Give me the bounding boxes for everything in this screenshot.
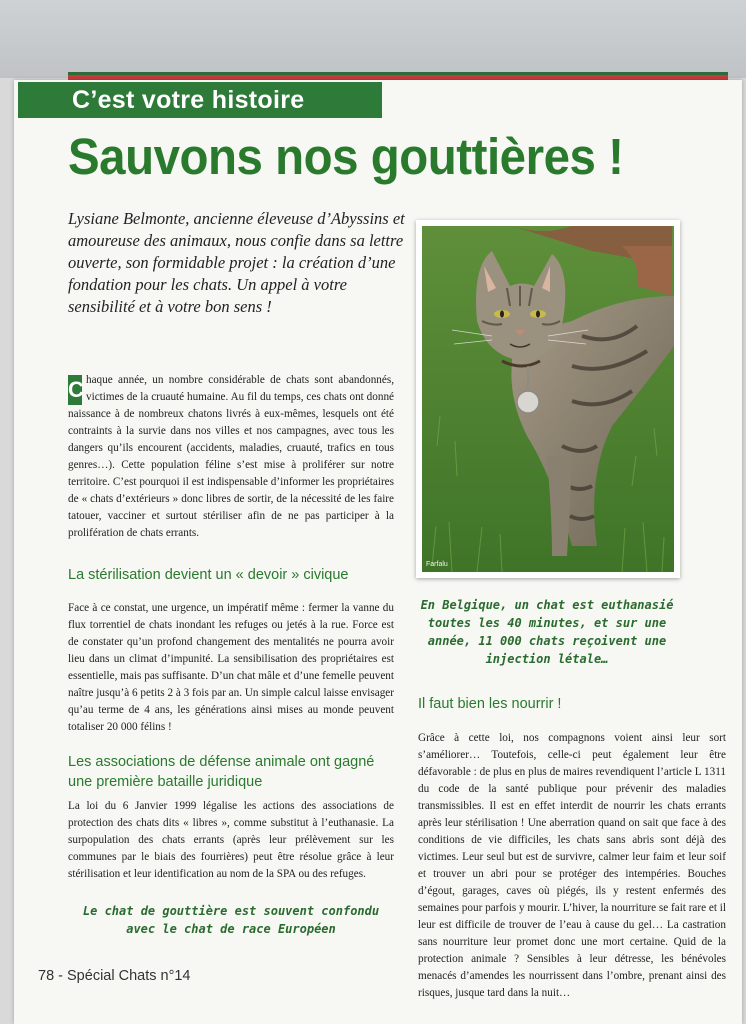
photo-credit: Farfalu — [426, 561, 448, 568]
cat-photo-image — [422, 226, 674, 572]
section-kicker: C’est votre histoire — [18, 82, 382, 118]
drop-cap: C — [68, 375, 82, 405]
magazine-page — [14, 80, 742, 1024]
paragraph-1 — [68, 372, 394, 542]
caption-belgique: En Belgique, un chat est euthanasié toutes les 40 minutes, et sur une année, 11 000 chats reçoivent une injection létale… — [420, 598, 674, 666]
paragraph-3: La loi du 6 Janvier 1999 légalise les actions des associations de protection des chats dits « libres », comme substitut à l’euthanasie. La surpopulation des chats errants (après leur prélèvement sur les communes par le biais des fourrières) peut être résolue grâce à leur stérilisation et leur identification au nom de la SPA ou des refuges. — [68, 800, 394, 880]
article-title: Sauvons nos gouttières ! — [68, 128, 624, 185]
article-intro: Lysiane Belmonte, ancienne éleveuse d’Abyssins et amoureuse des animaux, nous confie dans sa lettre ouverte, son formidable projet : la création d’une fondation pour les chats. Un appel à votre sensibilité et à votre bon sens ! — [68, 209, 405, 316]
subhead-nourrir: Il faut bien les nourrir ! — [418, 696, 562, 712]
paragraph-4: Grâce à cette loi, nos compagnons voient ainsi leur sort s’améliorer… Toutefois, celle-ci peut également leur être défavorable : de plus en plus de maires revendiquent l’article L 1311 du code de la santé publique pour prévenir des maladies transmissibles. Il est en effet interdit de nourrir les chats errants après leur stérilisation ! Une aberration quand on sait que face à des conditions de vie difficiles, les chats sans abris sont déjà des victimes. Leur seul but est de survivre, calmer leur faim et leur soif et trouver un abri pour se protéger des intempéries. Bouches d’égout, garages, caves où piégés, ils y restent enfermés des semaines pour parfois y mourir. L’hiver, la nourriture se fait rare et il leur est difficile de trouver de l’eau à cause du gel… La castration sans nourriture leur promet donc une mort certaine. Quid de la protection animale ? Sensibles à leur détresse, les bénévoles menacés d’amendes les nourrissent dans l’ombre, prenant ainsi des risques, jusque tard dans la nuit… — [418, 732, 726, 999]
paragraph-1-text: haque année, un nombre considérable de chats sont abandonnés, victimes de la cruauté humaine. Au fil du temps, ces chats ont donné naissance à de nombreux chatons livrés à eux-mêmes, lesquels ont été contraints à la survie dans nos villes et nos campagnes, avec tous les dangers qu’ils encourent (accidents, maladies, cruauté, trafics en tous genres…). Cette population féline s’est mise à proliférer sur notre territoire. C’est pourquoi il est indispensable d’informer les propriétaires de « chats d’extérieurs » donc libres de sortir, de la nécessité de les faire tatouer, vacciner et surtout stériliser afin de ne pas participer à la prolifération de chats errants. — [68, 374, 394, 539]
subhead-sterilisation: La stérilisation devient un « devoir » civique — [68, 567, 349, 583]
paragraph-2: Face à ce constat, une urgence, un impératif même : fermer la vanne du flux torrentiel de chats inondant les refuges ou jetés à la rue. Force est de constater qu’un profond changement des mentalités ne pourra avoir lieu dans un climat d’impunité. La sensibilisation des propriétaires est essentielle, mais pas suffisante. D’un chat mâle et d’une femelle peuvent naître jusqu’à 6 petits 2 à 3 fois par an. Un simple calcul laisse envisager qu’au terme de 4 ans, les générations ainsi mises au monde peuvent totaliser 20 000 félins ! — [68, 602, 394, 733]
cat-illustration — [422, 226, 674, 572]
caption-gouttiere: Le chat de gouttière est souvent confondu avec le chat de race Européen — [82, 904, 380, 936]
subhead-associations: Les associations de défense animale ont gagné une première bataille juridique — [68, 754, 375, 790]
scan-background — [0, 0, 746, 78]
page-footer: 78 - Spécial Chats n°14 — [38, 968, 191, 984]
cat-photo — [416, 220, 680, 578]
